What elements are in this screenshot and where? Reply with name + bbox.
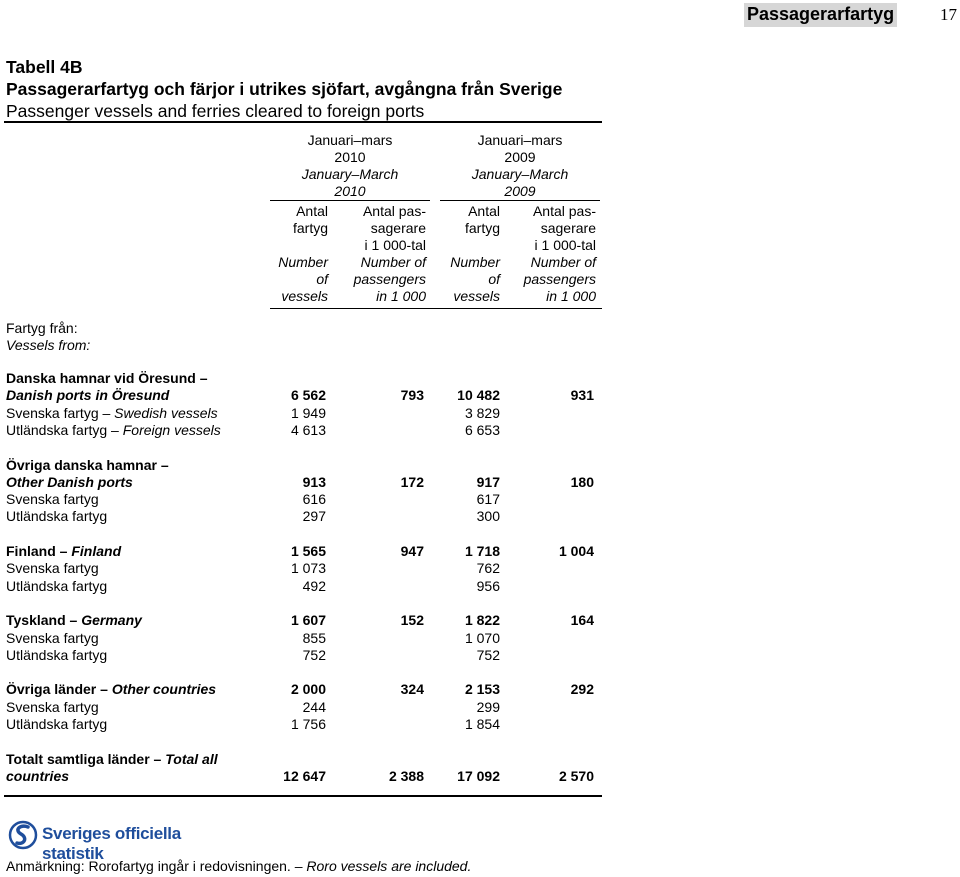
stub-en: Vessels from: <box>6 337 91 353</box>
passengers-2010-sv1: Antal pas- <box>362 203 426 219</box>
group-total-value: 913 <box>302 473 326 490</box>
group-label-en: Danish ports in Öresund <box>6 387 170 404</box>
vessels-2010-sv1: Antal <box>296 203 328 219</box>
page-number: 17 <box>940 5 957 24</box>
group-total-value: 164 <box>570 612 594 629</box>
row-label-sv: Utländska fartyg <box>6 646 108 663</box>
group-total-row <box>0 387 600 404</box>
cell-value: 855 <box>302 629 326 646</box>
passengers-2009-en1: Number of <box>530 254 596 270</box>
grand-total-label <box>6 751 218 768</box>
row-label <box>6 716 107 733</box>
row-label-en: Foreign vessels <box>122 421 221 438</box>
group-label-en: Finland <box>71 543 122 559</box>
table-row <box>0 716 600 733</box>
table-title-sv: Passagerarfartyg och färjor i utrikes sjöfart, avgångna från Sverige <box>6 79 563 99</box>
cell-value: 6 653 <box>464 421 500 438</box>
vessels-2010-sv2: fartyg <box>292 220 328 236</box>
period-2010-rule <box>270 200 430 201</box>
passengers-2009-en3: in 1 000 <box>546 288 596 304</box>
group-label-en: Germany <box>81 612 142 629</box>
group-total-value: 1 004 <box>558 543 594 559</box>
grand-total-value: 17 092 <box>457 767 500 784</box>
group-label-sv: Övriga danska hamnar – <box>6 456 169 473</box>
row-label-sv: Svenska fartyg <box>6 560 99 577</box>
cell-value: 4 613 <box>290 421 326 438</box>
table-row <box>0 422 600 439</box>
cell-value: 492 <box>302 577 326 594</box>
cell-value: 3 829 <box>464 404 500 421</box>
grand-total-label-en: Total all <box>165 750 218 767</box>
group-label <box>6 612 142 629</box>
group-label-sv: Övriga länder – <box>6 681 108 698</box>
bottom-rule <box>4 795 602 797</box>
group-total-value: 2 153 <box>464 681 500 698</box>
row-label <box>6 508 107 525</box>
row-label-sv: Utländska fartyg <box>6 716 108 732</box>
group-total-row <box>0 543 600 560</box>
grand-total-value: 12 647 <box>283 767 326 784</box>
cell-value: 752 <box>302 646 326 663</box>
group-label-sv: Danska hamnar vid Öresund – <box>6 370 208 386</box>
passengers-2010-en1: Number of <box>360 254 426 270</box>
cell-value: 762 <box>476 560 500 577</box>
group-label-en: Other countries <box>111 681 217 698</box>
passengers-2010-sv3: i 1 000-tal <box>364 237 426 253</box>
period-2009-en: January–March <box>471 166 569 182</box>
stub-sv: Fartyg från: <box>6 320 78 336</box>
passengers-2010-sv2: sagerare <box>370 220 426 236</box>
group-total-value: 931 <box>570 387 594 404</box>
grand-total-value: 2 570 <box>558 767 594 784</box>
vessels-2009-en1: Number <box>450 254 500 270</box>
period-2009-year: 2009 <box>504 149 536 165</box>
group-total-value: 324 <box>400 681 424 698</box>
footnote-en: Roro vessels are included. <box>306 858 472 874</box>
footnote-sv: Anmärkning: Rorofartyg ingår i redovisningen. – <box>6 858 303 874</box>
group-total-value: 172 <box>400 473 424 490</box>
group-total-value: 2 000 <box>290 681 326 698</box>
period-2009-sv: Januari–mars <box>477 132 563 148</box>
passengers-2009-sv2: sagerare <box>540 220 596 236</box>
row-label-sv: Svenska fartyg – <box>6 404 111 421</box>
grand-total-label-en2: countries <box>6 767 70 784</box>
sos-logo-text: Sveriges officiella statistik <box>42 824 181 863</box>
cell-value: 617 <box>476 491 500 508</box>
row-label <box>6 560 99 577</box>
vessels-2009-en3: vessels <box>453 288 500 304</box>
row-label <box>6 405 218 422</box>
group-label <box>6 681 216 698</box>
vessels-2009-sv1: Antal <box>468 203 500 219</box>
cell-value: 244 <box>302 698 326 715</box>
group-label-sv: Finland – <box>6 543 68 559</box>
table-row <box>0 699 600 716</box>
cell-value: 299 <box>476 698 500 715</box>
group-total-row <box>0 681 600 698</box>
group-total-row <box>0 612 600 629</box>
group-total-value: 152 <box>400 612 424 629</box>
table-title-en: Passenger vessels and ferries cleared to foreign ports <box>6 101 425 121</box>
group-heading <box>0 457 600 474</box>
grand-total-value: 2 388 <box>388 767 424 784</box>
group-total-value: 6 562 <box>290 387 326 404</box>
group-total-value: 947 <box>400 543 424 559</box>
row-label-sv: Utländska fartyg – <box>6 421 119 438</box>
group-total-value: 1 565 <box>290 543 326 559</box>
group-label-sv: Tyskland – <box>6 612 78 629</box>
period-2010-year-en: 2010 <box>334 183 366 199</box>
cell-value: 616 <box>302 491 326 508</box>
cell-value: 1 949 <box>290 404 326 421</box>
sos-logo <box>8 818 228 863</box>
group-label <box>6 543 121 560</box>
group-heading <box>0 370 600 387</box>
row-label <box>6 422 221 439</box>
row-label <box>6 699 99 716</box>
row-label <box>6 630 99 647</box>
table-row <box>0 647 600 664</box>
period-2009-rule <box>440 200 600 201</box>
passengers-2010-en3: in 1 000 <box>376 288 426 304</box>
cell-value: 956 <box>476 577 500 594</box>
passengers-2009-sv3: i 1 000-tal <box>534 237 596 253</box>
grand-total-row <box>0 768 600 785</box>
row-label-sv: Utländska fartyg <box>6 577 108 594</box>
group-total-value: 10 482 <box>457 387 500 404</box>
cell-value: 1 854 <box>464 716 500 732</box>
group-total-value: 180 <box>570 473 594 490</box>
table-row <box>0 491 600 508</box>
passengers-2009-en2: passengers <box>523 271 596 287</box>
period-2009-year-en: 2009 <box>504 183 536 199</box>
vessels-2010-en2: of <box>316 271 328 287</box>
row-label <box>6 578 107 595</box>
row-label-sv: Svenska fartyg <box>6 491 99 508</box>
row-label <box>6 491 99 508</box>
table-row <box>0 560 600 577</box>
table-row <box>0 508 600 525</box>
table-number: Tabell 4B <box>6 57 83 77</box>
group-total-value: 1 607 <box>290 612 326 629</box>
vessels-2010-en1: Number <box>278 254 328 270</box>
header-rule <box>270 308 602 309</box>
table-row <box>0 405 600 422</box>
passengers-2010-en2: passengers <box>353 271 426 287</box>
section-tag: Passagerarfartyg <box>744 3 897 27</box>
group-label-en: Other Danish ports <box>6 473 133 490</box>
vessels-2010-en3: vessels <box>281 288 328 304</box>
group-total-value: 1 822 <box>464 612 500 629</box>
row-label-sv: Utländska fartyg <box>6 508 108 525</box>
top-rule <box>4 121 602 123</box>
vessels-2009-sv2: fartyg <box>464 220 500 236</box>
period-2010-en: January–March <box>301 166 399 182</box>
vessels-2009-en2: of <box>488 271 500 287</box>
row-label <box>6 647 107 664</box>
period-2010-sv: Januari–mars <box>307 132 393 148</box>
row-label-sv: Svenska fartyg <box>6 698 99 715</box>
footnote <box>6 858 471 874</box>
cell-value: 1 070 <box>464 629 500 646</box>
cell-value: 297 <box>302 508 326 525</box>
row-label-sv: Svenska fartyg <box>6 629 99 646</box>
period-2010-year: 2010 <box>334 149 366 165</box>
cell-value: 300 <box>476 508 500 525</box>
table-row <box>0 578 600 595</box>
group-total-value: 793 <box>400 387 424 404</box>
cell-value: 1 073 <box>290 560 326 577</box>
grand-total-heading <box>0 751 600 768</box>
group-total-row <box>0 474 600 491</box>
group-total-value: 917 <box>476 473 500 490</box>
row-label-en: Swedish vessels <box>114 404 218 421</box>
cell-value: 1 756 <box>290 716 326 732</box>
table-row <box>0 630 600 647</box>
grand-total-label-sv: Totalt samtliga länder – <box>6 750 162 767</box>
group-total-value: 292 <box>570 681 594 698</box>
cell-value: 752 <box>476 646 500 663</box>
group-total-value: 1 718 <box>464 543 500 559</box>
passengers-2009-sv1: Antal pas- <box>532 203 596 219</box>
